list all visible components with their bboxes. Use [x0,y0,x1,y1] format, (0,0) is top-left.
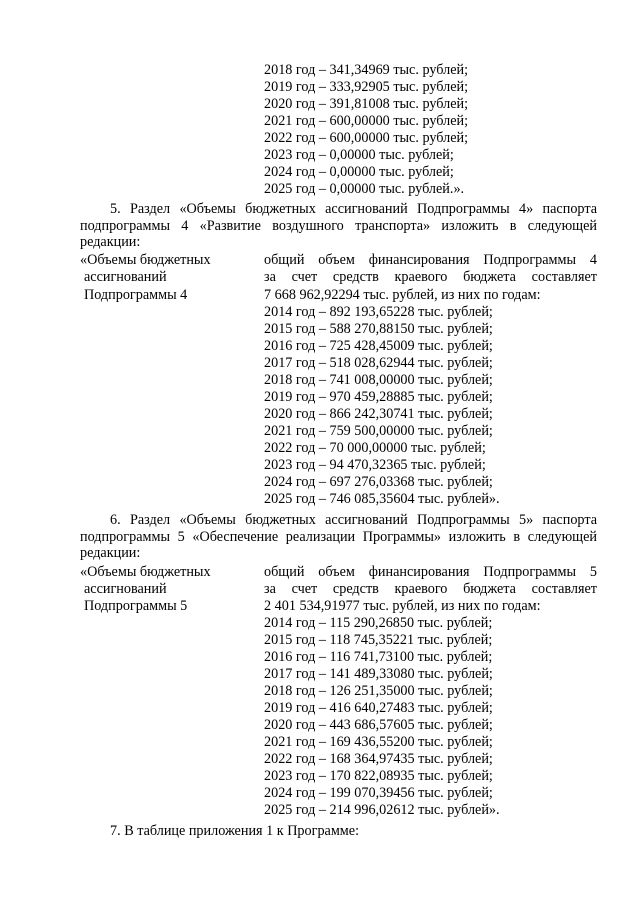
year-line: 2024 год – 199 070,39456 тыс. рублей; [264,785,493,801]
year-line: 2022 год – 600,00000 тыс. рублей; [264,130,469,146]
year-line: 2020 год – 443 686,57605 тыс. рублей; [264,717,493,733]
year-line: 2024 год – 697 276,03368 тыс. рублей; [264,474,493,490]
year-line: 2021 год – 600,00000 тыс. рублей; [264,113,469,129]
year-line: 2021 год – 169 436,55200 тыс. рублей; [264,734,493,750]
year-line: 2015 год – 118 745,35221 тыс. рублей; [264,632,493,648]
section-6-paragraph: 6. Раздел «Объемы бюджетных ассигнований Подпрограммы 5» паспорта подпрограммы 5 «Обеспечение реализации Программы» изложить в следующей редакции: [80,512,597,561]
year-line: 2023 год – 94 470,32365 тыс. рублей; [264,457,486,473]
year-line: 2024 год – 0,00000 тыс. рублей; [264,164,454,180]
year-line: 2025 год – 214 996,02612 тыс. рублей». [264,802,500,818]
year-line: 2017 год – 141 489,33080 тыс. рублей; [264,666,493,682]
year-line: 2019 год – 970 459,28885 тыс. рублей; [264,389,493,405]
year-line: 2014 год – 115 290,26850 тыс. рублей; [264,615,493,631]
year-line: 2020 год – 866 242,30741 тыс. рублей; [264,406,493,422]
year-line: 2019 год – 333,92905 тыс. рублей; [264,79,469,95]
year-line: 2016 год – 116 741,73100 тыс. рублей; [264,649,493,665]
year-line: 2025 год – 0,00000 тыс. рублей.». [264,181,465,197]
year-line: 2020 год – 391,81008 тыс. рублей; [264,96,469,112]
document-page: 2018 год – 341,34969 тыс. рублей; 2019 год – 333,92905 тыс. рублей; 2020 год – 391,81008 тыс. рублей; 2021 год – 600,00000 тыс. рублей; 2022 год – 600,00000 тыс. рублей; 2023 год – 0,00000 тыс. рублей; 2024 год – 0,00000 тыс. рублей; 2025 год – 0,00000 тыс. рублей.». 5. Раздел «Объемы бюджетных ассигнований Подпрограммы 4» паспорта подпрограммы 4 «Развитие воздушного транспорта» изложить в следующей редакции: «Объемы бюджетных ассигнований Подпрограммы 4 общий объем финансирования Подпрограммы 4 за счет средств краевого бюджета составляет 7 668 962,92294 тыс. рублей, из них по годам: 2014 год – 892 193,65228 тыс. рублей; 2015 год – 588 270,88150 тыс. рублей; 2016 год – 725 428,45009 тыс. рублей; 2017 год – 518 028,62944 тыс. рублей; 2018 год – 741 008,00000 тыс. рублей; 2019 год – 970 459,28885 тыс. рублей; 2020 год – 866 242,30741 тыс. рублей; 2021 год – 759 500,00000 тыс. рублей; 2022 год – 70 000,00000 тыс. рублей; 2023 год – 94 470,32365 тыс. рублей; 2024 год – 697 276,03368 тыс. рублей; 2025 год – 746 085,35604 тыс. рублей». 6. Раздел «Объемы бюджетных ассигнований Подпрограммы 5» паспорта подпрограммы 5 «Обеспечение реализации Программы» изложить в следующей редакции: «Объемы бюджетных ассигнований Подпрограммы 5 общий объем финансирования Подпрограммы 5 за счет средств краевого бюджета составляет 2 401 534,91977 тыс. рублей, из них по годам: 2014 год – 115 290,26850 тыс. рублей; 2015 год – 118 745,35221 тыс. рублей; 2016 год – 116 741,73100 тыс. рублей; 2017 год – 141 489,33080 тыс. рублей; 2018 год – 126 251,35000 тыс. рублей; 2019 год – 416 640,27483 тыс. рублей; 2020 год – 443 686,57605 тыс. рублей; 2021 год – 169 436,55200 тыс. рублей; 2022 год – 168 364,97435 тыс. рублей; 2023 год – 170 822,08935 тыс. рублей; 2024 год – 199 070,39456 тыс. рублей; 2025 год – 214 996,02612 тыс. рублей». 7. В таблице приложения 1 к Программе: [80,62,597,839]
year-line: 2017 год – 518 028,62944 тыс. рублей; [264,355,493,371]
year-line: 2023 год – 0,00000 тыс. рублей; [264,147,454,163]
year-line: 2018 год – 341,34969 тыс. рублей; [264,62,469,78]
year-line: 2015 год – 588 270,88150 тыс. рублей; [264,321,493,337]
year-line: 2016 год – 725 428,45009 тыс. рублей; [264,338,493,354]
year-line: 2021 год – 759 500,00000 тыс. рублей; [264,423,493,439]
year-line: 2018 год – 126 251,35000 тыс. рублей; [264,683,493,699]
year-line: 2023 год – 170 822,08935 тыс. рублей; [264,768,493,784]
section-5-paragraph: 5. Раздел «Объемы бюджетных ассигнований Подпрограммы 4» паспорта подпрограммы 4 «Развитие воздушного транспорта» изложить в следующей редакции: [80,201,597,250]
year-line: 2022 год – 168 364,97435 тыс. рублей; [264,751,493,767]
year-line: 2025 год – 746 085,35604 тыс. рублей». [264,491,500,507]
year-line: 2022 год – 70 000,00000 тыс. рублей; [264,440,486,456]
year-line: 2014 год – 892 193,65228 тыс. рублей; [264,304,493,320]
year-line: 2019 год – 416 640,27483 тыс. рублей; [264,700,493,716]
year-line: 2018 год – 741 008,00000 тыс. рублей; [264,372,493,388]
section-7-paragraph: 7. В таблице приложения 1 к Программе: [110,823,360,839]
